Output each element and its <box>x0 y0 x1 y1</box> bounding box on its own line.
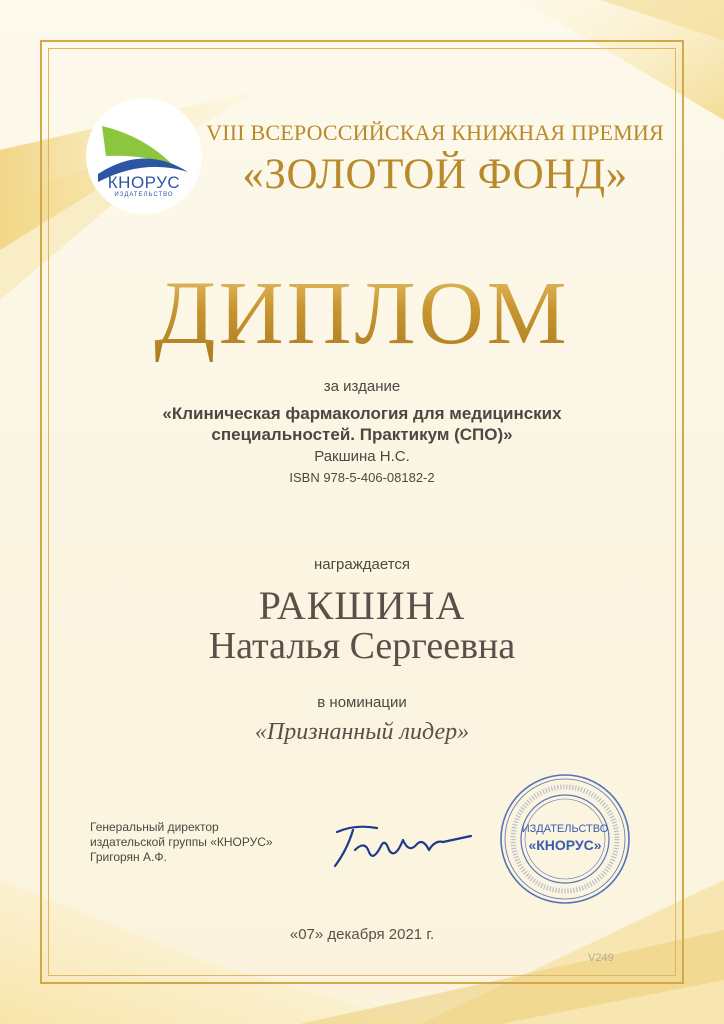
book-title-line-2: специальностей. Практикум (СПО)» <box>211 425 513 444</box>
diploma-title: ДИПЛОМ <box>48 262 676 365</box>
director-line-3: Григорян А.Ф. <box>90 850 167 864</box>
book-isbn: ISBN 978-5-406-08182-2 <box>289 470 435 485</box>
version-code: V249 <box>588 952 614 964</box>
recipient-surname: РАКШИНА <box>258 583 466 628</box>
award-date: «07» декабря 2021 г. <box>289 926 435 943</box>
stamp-text-2: «КНОРУС» <box>528 837 602 853</box>
logo-name: КНОРУС <box>107 173 181 192</box>
edition-intro: за издание <box>323 378 401 395</box>
director-block <box>90 820 273 865</box>
nomination-value: «Признанный лидер» <box>254 719 470 745</box>
awarded-label: награждается <box>313 556 411 573</box>
nomination-label: в номинации <box>317 694 407 711</box>
book-author: Ракшина Н.С. <box>314 448 410 465</box>
handwritten-signature-icon <box>325 810 475 880</box>
recipient-name: Наталья Сергеевна <box>208 625 516 667</box>
logo-subtitle: ИЗДАТЕЛЬСТВО <box>114 192 174 198</box>
knorus-logo-icon <box>84 96 204 216</box>
book-title-line-1: «Клиническая фармакология для медицинских <box>162 404 562 423</box>
director-line-2: издательской группы «КНОРУС» <box>90 835 273 849</box>
fund-title: «ЗОЛОТОЙ ФОНД» <box>242 151 628 198</box>
stamp-text-1: ИЗДАТЕЛЬСТВО <box>521 823 609 835</box>
prize-title: VIII ВСЕРОССИЙСКАЯ КНИЖНАЯ ПРЕМИЯ <box>206 120 664 145</box>
director-line-1: Генеральный директор <box>90 820 219 834</box>
book-title <box>48 403 676 445</box>
